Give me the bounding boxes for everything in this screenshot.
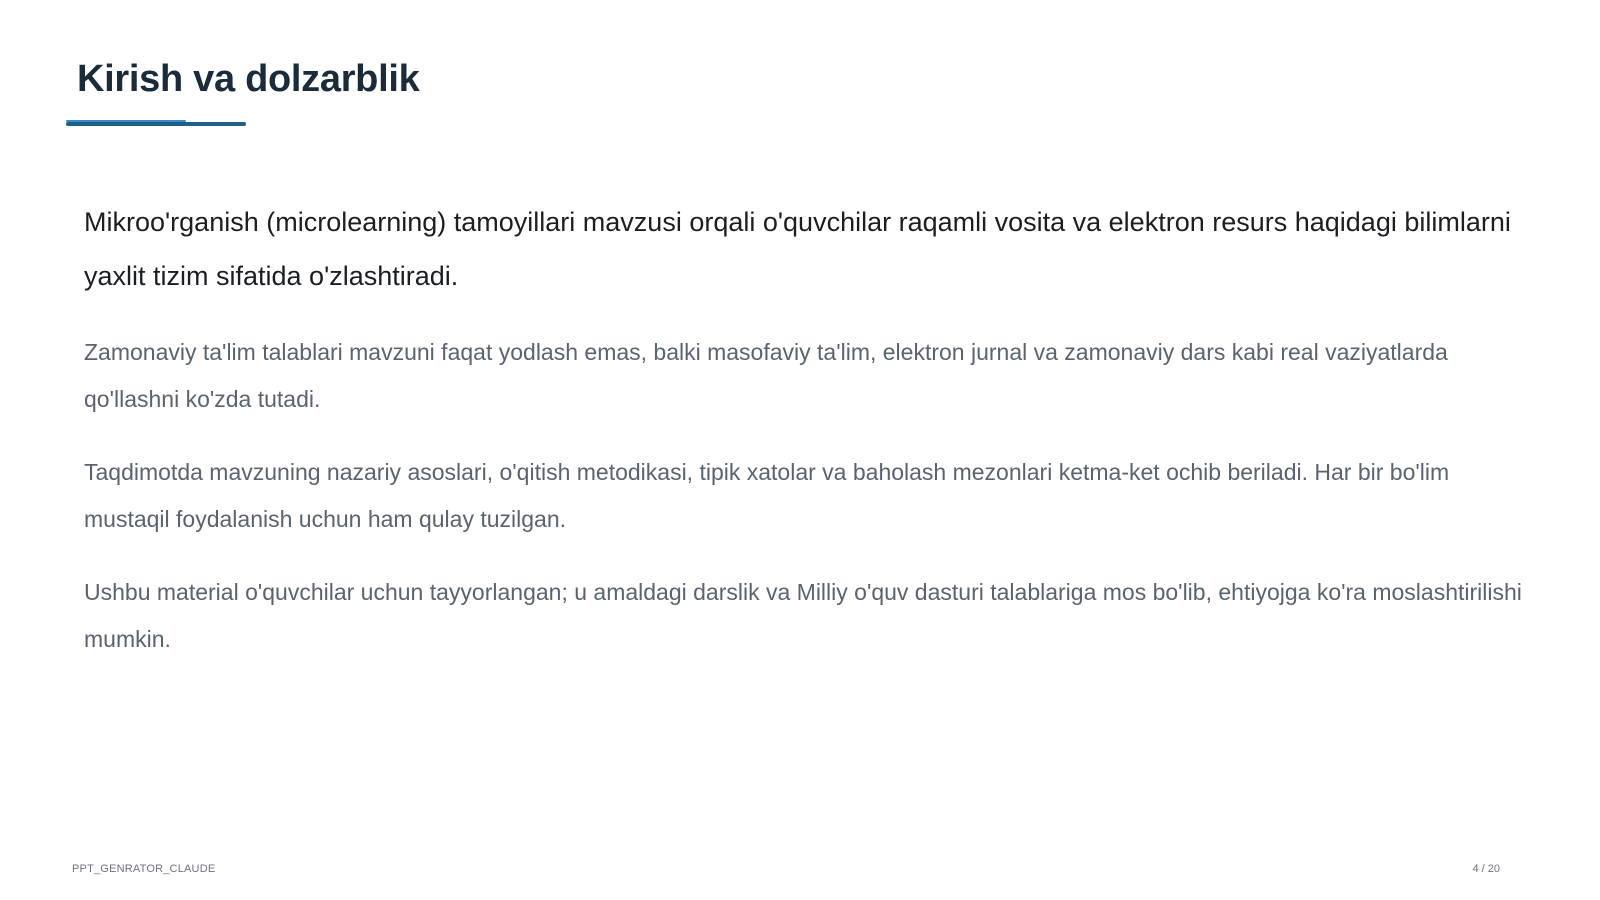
slide-content <box>84 195 1524 689</box>
slide-title: Kirish va dolzarblik <box>77 58 420 100</box>
body-paragraph-1: Zamonaviy ta'lim talablari mavzuni faqat yodlash emas, balki masofaviy ta'lim, elektron jurnal va zamonaviy dars kabi real vaziyatlarda qo'llashni ko'zda tutadi. <box>84 339 1448 412</box>
body-paragraph-3: Ushbu material o'quvchilar uchun tayyorlangan; u amaldagi darslik va Milliy o'quv dasturi talablariga mos bo'lib, ehtiyojga ko'ra moslashtirilishi mumkin. <box>84 579 1522 652</box>
footer-source: PPT_GENRATOR_CLAUDE <box>72 863 216 875</box>
title-underline-accent <box>66 120 186 122</box>
lead-paragraph: Mikroo'rganish (microlearning) tamoyillari mavzusi orqali o'quvchilar raqamli vosita va elektron resurs haqidagi bilimlarni yaxlit tizim sifatida o'zlashtiradi. <box>84 207 1511 291</box>
title-underline <box>66 122 246 126</box>
body-paragraph-2: Taqdimotda mavzuning nazariy asoslari, o'qitish metodikasi, tipik xatolar va baholash mezonlari ketma-ket ochib beriladi. Har bir bo'lim mustaqil foydalanish uchun ham qulay tuzilgan. <box>84 459 1450 532</box>
page-number: 4 / 20 <box>1472 863 1500 875</box>
